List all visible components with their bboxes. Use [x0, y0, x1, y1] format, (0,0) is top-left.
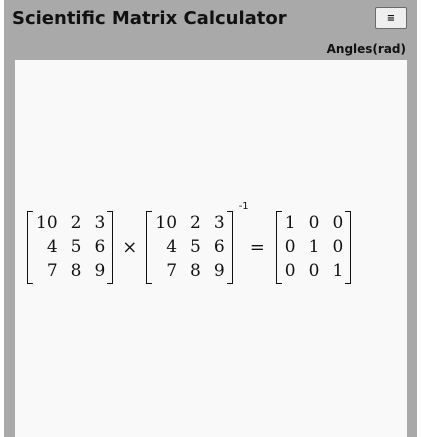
matrix-a-cell: 3 — [94, 212, 106, 233]
result-cell: 0 — [284, 236, 296, 257]
result-cell: 1 — [308, 236, 320, 257]
matrix-b-cell: 3 — [213, 212, 225, 233]
matrix-b-cell: 7 — [166, 260, 178, 281]
matrix-a-cell: 9 — [94, 260, 106, 281]
matrix-b-cell: 2 — [190, 212, 201, 233]
app-title: Scientific Matrix Calculator — [12, 8, 287, 29]
matrix-b-cell: 6 — [213, 236, 225, 257]
menu-button[interactable] — [375, 7, 407, 29]
equals-sign: = — [249, 236, 265, 258]
result-matrix — [275, 211, 352, 284]
matrix-expression — [26, 200, 352, 285]
matrix-a-cell: 10 — [36, 212, 58, 233]
matrix-a-cell: 5 — [70, 236, 82, 257]
app-frame — [4, 0, 417, 437]
hamburger-menu-icon: ≡ — [386, 12, 396, 24]
matrix-a — [26, 211, 114, 284]
multiply-operator: × — [122, 236, 138, 258]
matrix-a-cell: 4 — [46, 236, 58, 257]
angle-mode-toggle[interactable]: Angles(rad) — [326, 42, 406, 56]
matrix-b-cell: 9 — [213, 260, 225, 281]
result-panel — [15, 60, 407, 437]
result-cell: 0 — [284, 260, 296, 281]
matrix-b-cell: 5 — [190, 236, 201, 257]
matrix-b — [145, 211, 233, 284]
inverse-exponent: -1 — [238, 200, 249, 212]
result-cell: 0 — [308, 212, 320, 233]
matrix-a-cell: 7 — [46, 260, 58, 281]
matrix-b-cell: 10 — [155, 212, 178, 233]
result-cell: 1 — [284, 212, 296, 233]
matrix-a-cell: 2 — [70, 212, 82, 233]
result-cell: 0 — [332, 236, 344, 257]
matrix-a-cell: 6 — [94, 236, 106, 257]
matrix-b-inverse — [145, 200, 249, 284]
result-cell: 0 — [332, 212, 344, 233]
matrix-b-cell: 8 — [190, 260, 201, 281]
result-cell: 0 — [308, 260, 320, 281]
result-cell: 1 — [332, 260, 344, 281]
matrix-a-cell: 8 — [70, 260, 82, 281]
matrix-b-cell: 4 — [166, 236, 178, 257]
